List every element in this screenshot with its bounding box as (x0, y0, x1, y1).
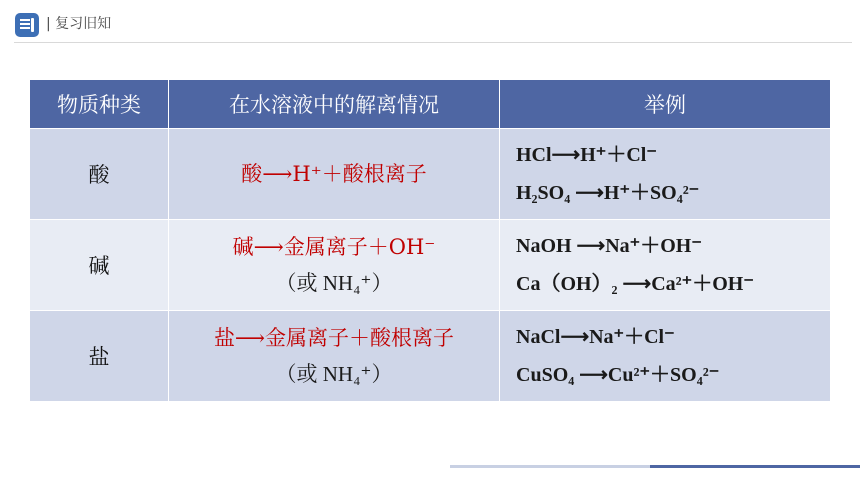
example-equation: HCl⟶H⁺＋Cl⁻ (516, 144, 657, 166)
kind-cell: 酸 (30, 129, 169, 220)
example-equation: Ca（OH）₂ ⟶Ca²⁺＋OH⁻ (516, 273, 754, 295)
kind-cell: 盐 (30, 311, 169, 402)
examples-cell (500, 220, 831, 311)
example-equation: NaOH ⟶Na⁺＋OH⁻ (516, 235, 702, 257)
dissociation-cell (169, 311, 500, 402)
column-header-dissociation: 在水溶液中的解离情况 (169, 80, 500, 129)
dissociation-note: （或 NH₄⁺） (275, 271, 393, 295)
column-header-kind: 物质种类 (30, 80, 169, 129)
example-equation: CuSO₄ ⟶Cu²⁺＋SO₄²⁻ (516, 364, 720, 386)
footer-bar-dark (650, 465, 860, 468)
footer-bar-light (450, 465, 650, 468)
book-icon (15, 13, 39, 37)
dissociation-table (30, 80, 830, 401)
dissociation-line: 碱⟶金属离子＋OH⁻ (232, 235, 436, 259)
table-row (30, 220, 830, 311)
column-header-examples: 举例 (500, 80, 831, 129)
header-divider (14, 42, 852, 43)
dissociation-cell (169, 129, 500, 220)
table-row (30, 129, 830, 220)
example-equation: NaCl⟶Na⁺＋Cl⁻ (516, 326, 675, 348)
examples-cell (500, 311, 831, 402)
dissociation-note: （或 NH₄⁺） (275, 362, 393, 386)
dissociation-line: 酸⟶H⁺＋酸根离子 (241, 162, 427, 186)
kind-cell: 碱 (30, 220, 169, 311)
example-equation: H₂SO₄ ⟶H⁺＋SO₄²⁻ (516, 182, 700, 204)
table-row (30, 311, 830, 402)
table-header-row (30, 80, 830, 129)
examples-cell (500, 129, 831, 220)
dissociation-line: 盐⟶金属离子＋酸根离子 (213, 326, 455, 350)
dissociation-cell (169, 220, 500, 311)
section-title: | 复习旧知 (46, 16, 112, 32)
slide-header (0, 0, 860, 44)
